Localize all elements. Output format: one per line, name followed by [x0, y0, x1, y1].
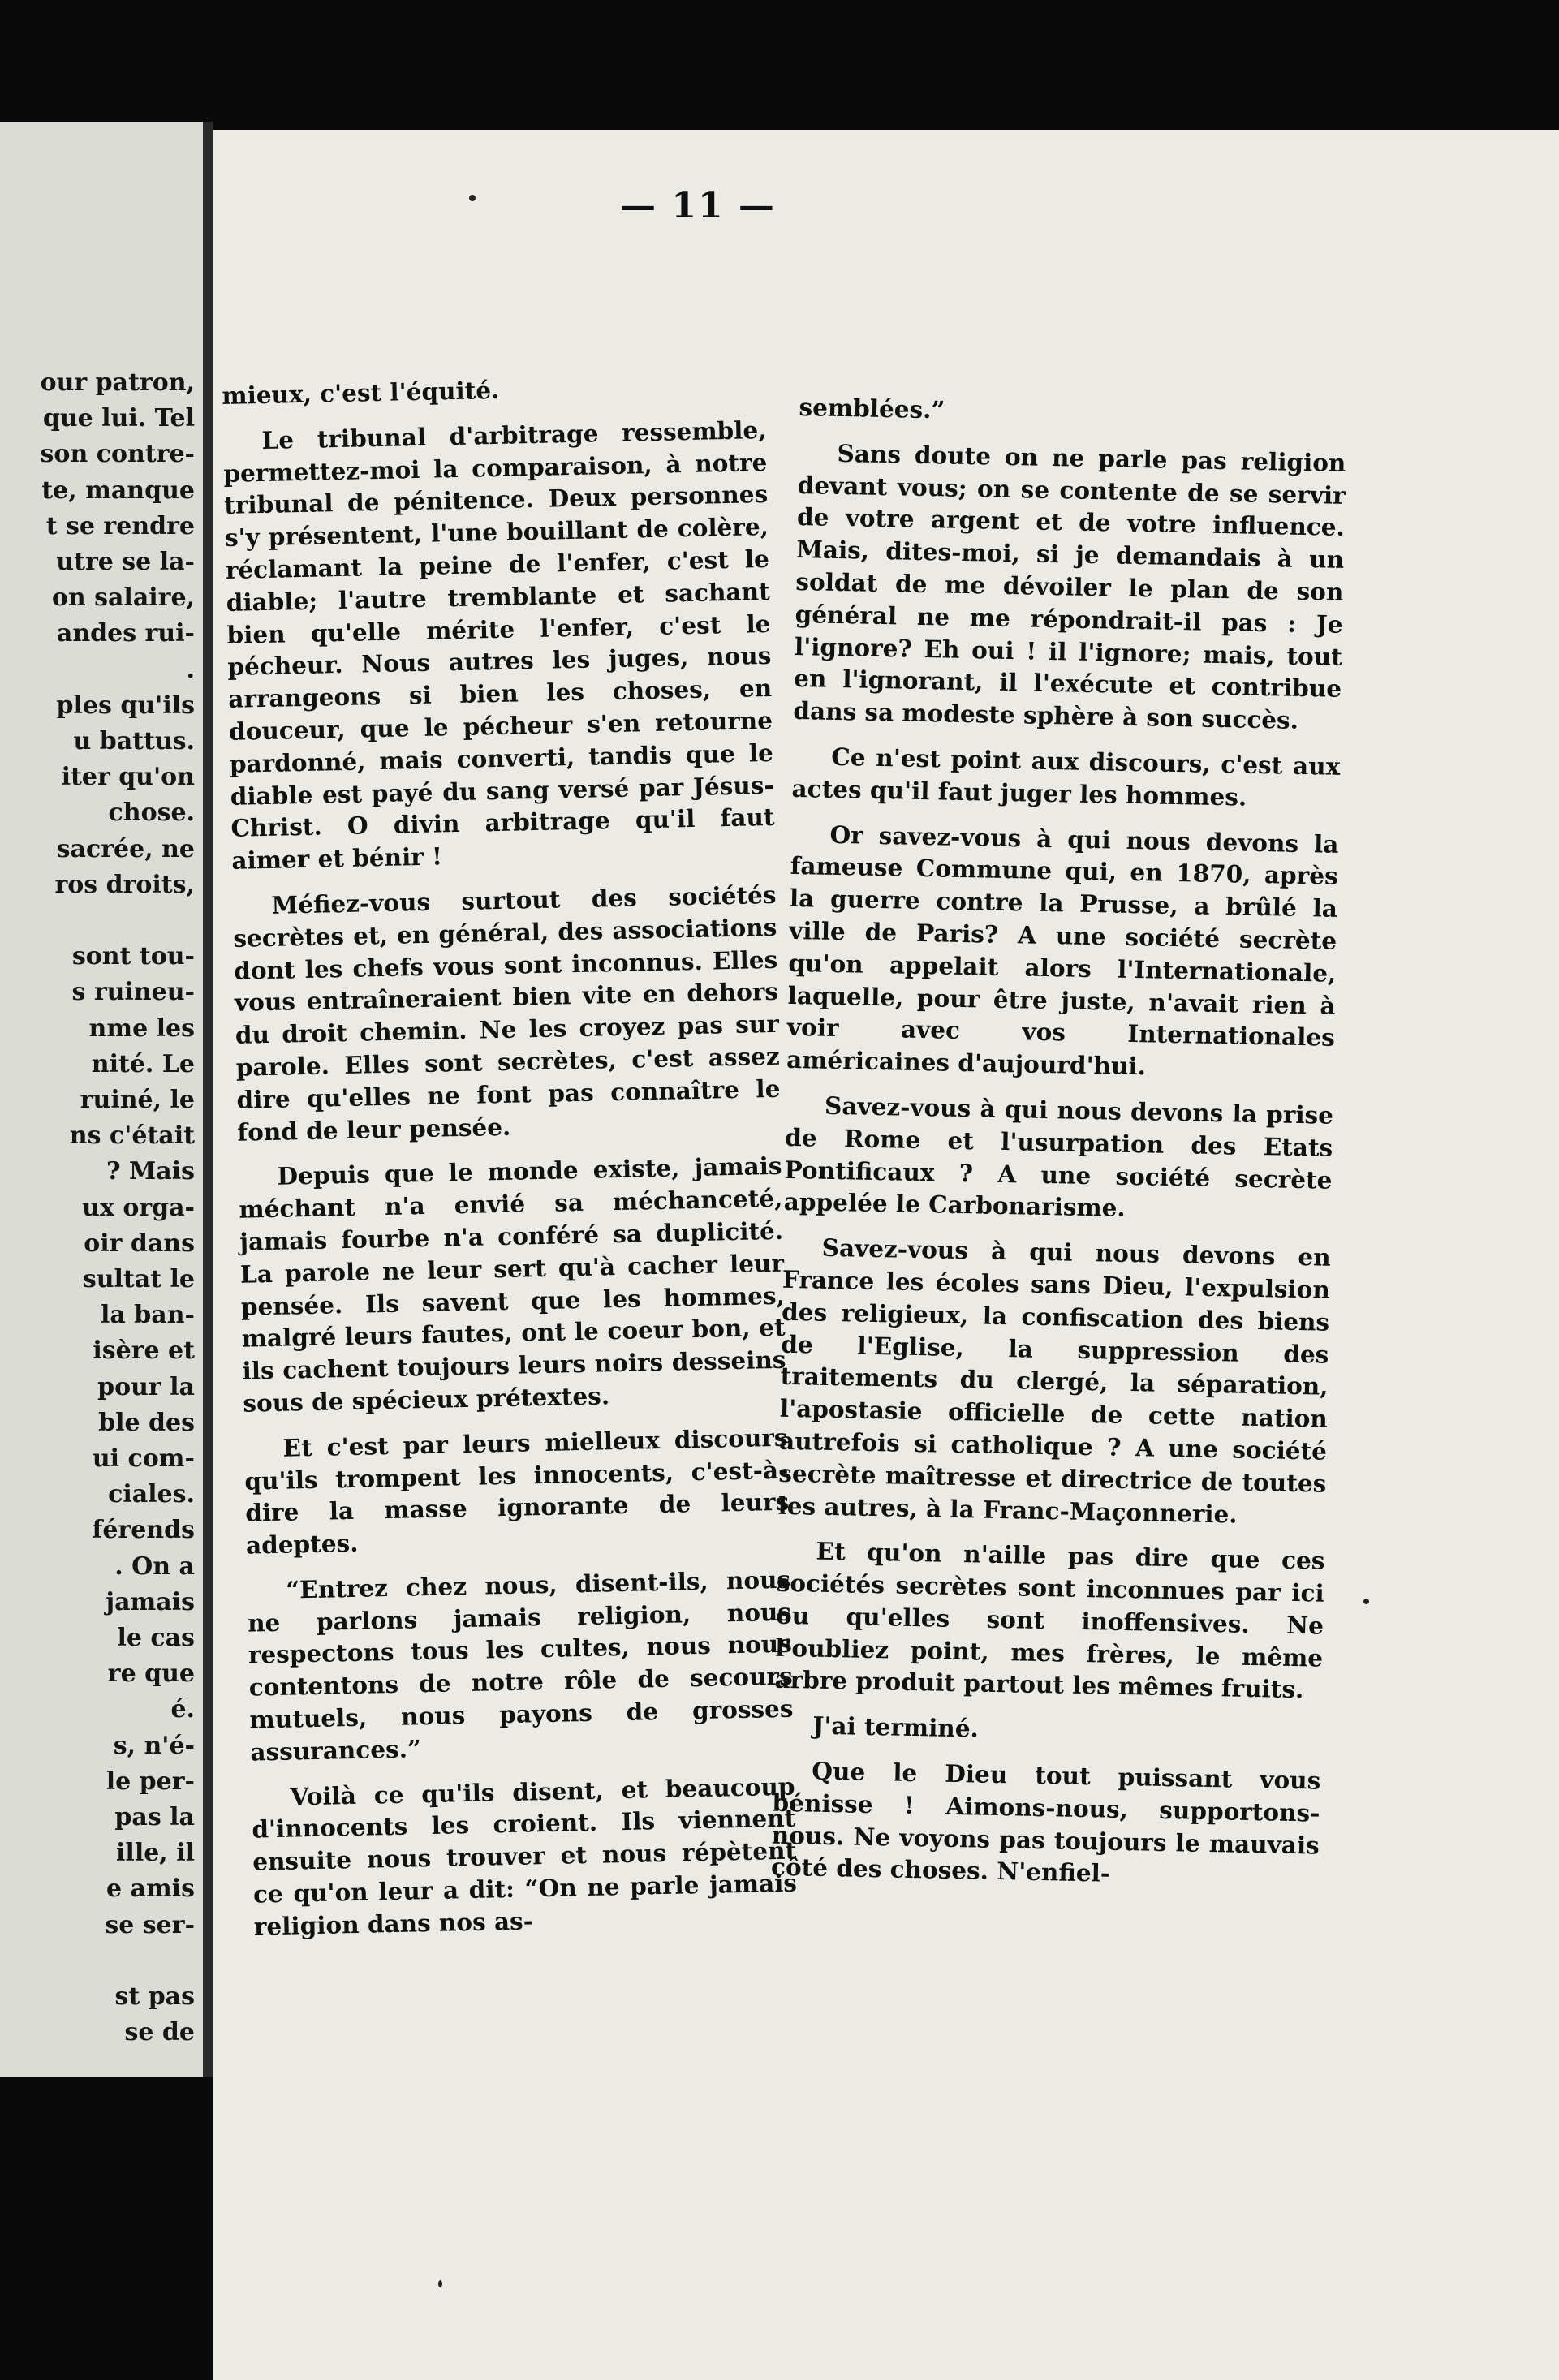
previous-page-line-fragment: se de: [124, 2018, 195, 2047]
paragraph: Le tribunal d'arbitrage ressemble, permettez-moi la comparaison, à notre tribunal de pénitence. Deux personnes s'y présentent, l'une bouillant de colère, réclamant la peine de l'enfer, c'est le diable; l'autre tremblante et sachant bien qu'elle mérite l'enfer, c'est le pécheur. Nous autres les juges, nous arrangeons si bien les choses, en douceur, que le pécheur s'en retourne pardonné, mais converti, tandis que le diable est payé du sang versé par Jésus-Christ. O divin arbitrage qu'il faut aimer et bénir !: [223, 415, 775, 876]
previous-page-line-fragment: pour la: [97, 1372, 195, 1401]
page-number: — 11 —: [620, 185, 776, 226]
previous-page-line-fragment: ns c'était: [69, 1121, 195, 1151]
paragraph: J'ai terminé.: [812, 1711, 980, 1743]
previous-page-line-fragment: sacrée, ne: [56, 834, 195, 863]
paragraph: Et c'est par leurs mielleux discours qu'ils trompent les innocents, c'est-à-dire la masse ignorante de leurs adeptes.: [244, 1422, 790, 1560]
previous-page-line-fragment: pas la: [114, 1803, 195, 1831]
previous-page-line-fragment: é.: [170, 1695, 195, 1724]
previous-page-line-fragment: utre se la-: [56, 548, 195, 576]
previous-page-line-fragment: sont tou-: [71, 942, 195, 971]
previous-page-line-fragment: s, n'é-: [113, 1731, 195, 1760]
paragraph: Ce n'est point aux discours, c'est aux actes qu'il faut juger les hommes.: [791, 742, 1341, 811]
previous-page-line-fragment: u battus.: [73, 727, 195, 755]
right-text-column: [770, 391, 1346, 1907]
paragraph: Savez-vous à qui nous devons la prise de Rome et l'usurpation des Etats Pontificaux ? A une société secrète appelée le Carbonarisme.: [783, 1091, 1334, 1223]
previous-page-line-fragment: ciales.: [108, 1480, 195, 1509]
scan-speck: [438, 2280, 442, 2287]
previous-page-line-fragment: la ban-: [101, 1301, 195, 1330]
previous-page-line-fragment: ples qu'ils: [56, 691, 195, 720]
previous-page-line-fragment: ? Mais: [106, 1157, 195, 1186]
previous-page-line-fragment: ros droits,: [54, 870, 195, 899]
previous-page-line-fragment: on salaire,: [51, 583, 195, 613]
previous-page-line-fragment: . On a: [114, 1552, 195, 1581]
paragraph: semblées.”: [799, 392, 945, 424]
previous-page-line-fragment: re que: [107, 1659, 195, 1689]
paragraph: Depuis que le monde existe, jamais méchant n'a envié sa méchanceté, jamais fourbe n'a conféré sa duplicité. La parole ne leur sert qu'à cacher leur pensée. Ils savent que les hommes, malgré leurs fautes, ont le coeur bon, et ils cachent toujours leurs noirs desseins sous de spécieux prétextes.: [239, 1151, 786, 1418]
previous-page-line-fragment: isère et: [93, 1336, 195, 1366]
previous-page-line-fragment: jamais: [106, 1587, 195, 1616]
paragraph: Et qu'on n'aille pas dire que ces sociétés secrètes sont inconnues par ici ou qu'elles sont inoffensives. Ne l'oubliez point, mes frères, le même arbre produit partout les mêmes fruits.: [774, 1536, 1325, 1704]
previous-page-line-fragment: st pas: [114, 1982, 195, 2011]
previous-page-line-fragment: andes rui-: [56, 619, 195, 648]
previous-page-line-fragment: son contre-: [40, 440, 195, 469]
paragraph: Savez-vous à qui nous devons en France les écoles sans Dieu, l'expulsion des religieux, la confiscation des biens de l'Eglise, la suppression des traitements du clergé, la séparation, l'apostasie officielle de cette nation autrefois si catholique ? A une société secrète maîtresse et directrice de toutes les autres, à la Franc-Maçonnerie.: [777, 1233, 1331, 1529]
paragraph: Or savez-vous à qui nous devons la fameuse Commune qui, en 1870, après la guerre contre la Prusse, a brûlé la ville de Paris? A une société secrète qu'on appelait alors l'Internationale, laquelle, pour être juste, n'avait rien à voir avec vos Internationales américaines d'aujourd'hui.: [786, 820, 1339, 1081]
left-text-column: [222, 368, 799, 1956]
scan-speck: [1363, 1599, 1369, 1604]
paragraph: mieux, c'est l'équité.: [222, 375, 500, 410]
previous-page-line-fragment: que lui. Tel: [42, 404, 195, 433]
previous-page-line-fragment: s ruineu-: [71, 978, 195, 1007]
previous-page-line-fragment: ux orga-: [82, 1193, 195, 1222]
previous-page-line-fragment: ble des: [98, 1408, 195, 1437]
paragraph: Voilà ce qu'ils disent, et beaucoup d'innocents les croient. Ils viennent ensuite nous trouver et nous répètent ce qu'on leur a dit: “On ne parle jamais religion dans nos as-: [252, 1771, 798, 1941]
page-gutter: [203, 122, 213, 2077]
previous-page-line-fragment: le cas: [117, 1624, 195, 1652]
scan-speck: [469, 195, 476, 201]
previous-page-line-fragment: se ser-: [105, 1910, 195, 1939]
paragraph: Que le Dieu tout puissant vous bénisse ! Aimons-nous, supportons-nous. Ne voyons pas toujours le mauvais côté des choses. N'enfiel-: [770, 1756, 1321, 1888]
previous-page-line-fragment: ui com-: [92, 1444, 195, 1473]
previous-page-line-fragment: oir dans: [84, 1229, 195, 1258]
previous-page-line-fragment: le per-: [106, 1767, 195, 1796]
previous-page-line-fragment: chose.: [108, 798, 195, 828]
previous-page-line-fragment: iter qu'on: [61, 763, 195, 792]
previous-page-line-fragment: e amis: [106, 1874, 195, 1904]
previous-page-line-fragment: sultat le: [82, 1265, 195, 1293]
previous-page-fragment: [0, 122, 203, 2077]
previous-page-line-fragment: nme les: [88, 1014, 195, 1043]
previous-page-line-fragment: t se rendre: [45, 511, 195, 540]
previous-page-line-fragment: our patron,: [40, 368, 195, 397]
previous-page-line-fragment: te, manque: [41, 476, 195, 505]
paragraph: “Entrez chez nous, disent-ils, nous ne parlons jamais religion, nous respectons tous les cultes, nous nous contentons de notre rôle de secours mutuels, nous payons de grosses assurances.”: [247, 1564, 794, 1767]
paragraph: Méfiez-vous surtout des sociétés secrètes et, en général, des associations dont les chefs vous sont inconnus. Elles vous entraîneraient bien vite en dehors du droit chemin. Ne les croyez pas sur parole. Elles sont secrètes, c'est assez dire qu'elles ne font pas connaître le fond de leur pensée.: [233, 880, 781, 1147]
previous-page-line-fragment: .: [186, 655, 195, 684]
previous-page-line-fragment: nité. Le: [91, 1049, 195, 1078]
previous-page-line-fragment: ruiné, le: [80, 1086, 195, 1114]
previous-page-line-fragment: férends: [92, 1516, 195, 1545]
previous-page-line-fragment: ille, il: [116, 1839, 195, 1868]
paragraph: Sans doute on ne parle pas religion devant vous; on se contente de se servir de votre argent et de votre influence. Mais, dites-moi, si je demandais à un soldat de me dévoiler le plan de son général ne me répondrait-il pas : Je l'ignore? Eh oui ! il l'ignore; mais, tout en l'ignorant, il l'exécute et contribue dans sa modeste sphère à son succès.: [793, 438, 1346, 735]
